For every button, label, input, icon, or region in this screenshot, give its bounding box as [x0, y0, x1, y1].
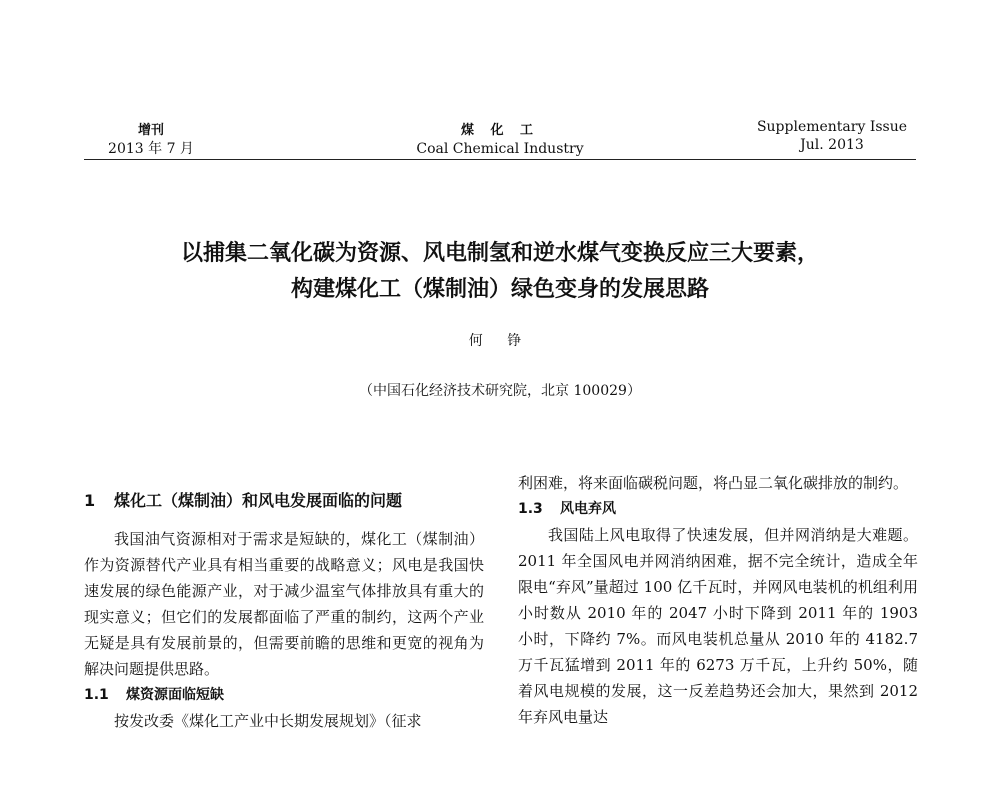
header-date-en: Jul. 2013: [800, 137, 864, 153]
header-issue-en: [752, 118, 912, 154]
subsection-title: 煤资源面临短缺: [126, 687, 224, 703]
header-date: 2013 年 7 月: [108, 141, 194, 157]
right-column: [518, 470, 918, 730]
author-affiliation: （中国石化经济技术研究院，北京 100029）: [359, 383, 641, 399]
body-paragraph: 按发改委《煤化工产业中长期发展规划》（征求: [114, 712, 422, 730]
journal-name-en: Coal Chemical Industry: [416, 141, 584, 157]
subsection-heading: [518, 496, 918, 522]
title-line-2: 构建煤化工（煤制油）绿色变身的发展思路: [290, 277, 709, 302]
body-paragraph: 我国陆上风电取得了快速发展，但并网消纳是大难题。2011 年全国风电并网消纳困难，据不完全统计，造成全年限电“弃风”量超过 100 亿千瓦时，并网风电装机的机组利用小时数从 2010 年的 2047 小时下降到 2011 年的 1903 小时，下降约 7%。而风电装机总量从 2010 年的 4182.7 万千瓦猛增到 2011 年的 6273 万千瓦，上升约 50%，随着风电规模的发展，这一反差趋势还会加大，果然到 2012 年弃风电量达: [518, 526, 918, 726]
subsection-title: 风电弃风: [560, 501, 616, 517]
header-issue-label: 增刊: [137, 123, 164, 138]
body-paragraph: 利困难，将来面临碳税问题，将凸显二氧化碳排放的制约。: [518, 474, 909, 492]
author-name: 何 铮: [468, 333, 532, 349]
header-divider: [84, 159, 916, 160]
subsection-heading: [84, 682, 484, 708]
section-heading: [84, 488, 484, 514]
journal-name-cn: 煤 化 工: [460, 123, 540, 138]
section-number: 1: [84, 491, 96, 510]
body-paragraph: 我国油气资源相对于需求是短缺的，煤化工（煤制油）作为资源替代产业具有相当重要的战略意义；风电是我国快速发展的绿色能源产业，对于减少温室气体排放具有重大的现实意义；但它们的发展都面临了严重的制约，这两个产业无疑是具有发展前景的，但需要前瞻的思维和更宽的视角为解决问题提供思路。: [84, 530, 484, 678]
header-journal: [400, 122, 600, 158]
left-column: [84, 470, 484, 734]
section-title: 煤化工（煤制油）和风电发展面临的问题: [114, 491, 403, 510]
paper-title: [84, 236, 916, 308]
title-line-1: 以捕集二氧化碳为资源、风电制氢和逆水煤气变换反应三大要素，: [180, 241, 819, 266]
header-issue-label-en: Supplementary Issue: [756, 119, 908, 135]
subsection-number: 1.1: [84, 687, 109, 703]
header-issue-date: [96, 122, 206, 158]
subsection-number: 1.3: [518, 501, 543, 517]
